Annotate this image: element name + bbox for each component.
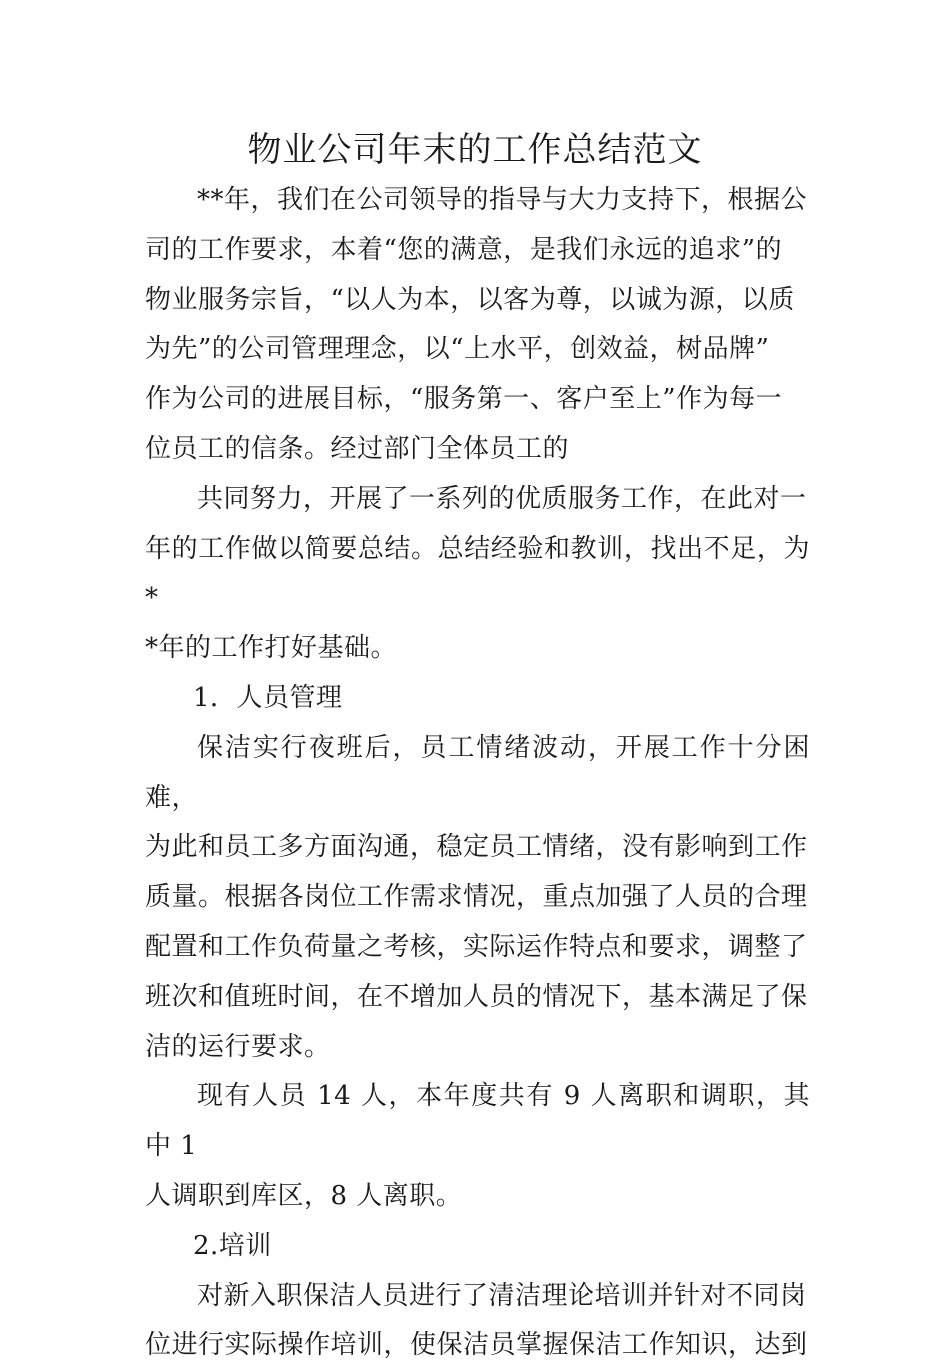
text-line: 年的工作做以简要总结。总结经验和教训，找出不足，为* [145, 533, 810, 614]
text-line: 质量。根据各岗位工作需求情况，重点加强了人员的合理 [145, 882, 808, 913]
text-line: 保洁实行夜班后，员工情绪波动，开展工作十分困难， [145, 732, 810, 813]
document-body [145, 176, 810, 1371]
paragraph-training [145, 1272, 810, 1371]
text-line: 班次和值班时间，在不增加人员的情况下，基本满足了保 [145, 981, 808, 1012]
paragraph-effort [145, 475, 810, 674]
paragraph-headcount [145, 1072, 810, 1221]
text-line: 为先”的公司管理理念，以“上水平，创效益，树品牌” [145, 334, 770, 365]
section-heading-staff [145, 674, 810, 724]
text-line: 位进行实际操作培训，使保洁员掌握保洁工作知识，达到 [145, 1330, 808, 1361]
text-line: 对新入职保洁人员进行了清洁理论培训并针对不同岗 [197, 1280, 807, 1311]
text-line: 作为公司的进展目标，“服务第一、客户至上”作为每一 [145, 384, 783, 415]
text-line: **年，我们在公司领导的指导与大力支持下，根据公 [197, 185, 808, 215]
text-line: *年的工作打好基础。 [145, 633, 398, 664]
document-title: 物业公司年末的工作总结范文 [247, 130, 703, 170]
text-line: 人调职到库区，8 人离职。 [145, 1180, 463, 1211]
paragraph-intro [145, 176, 810, 475]
section-heading-text: 2.培训 [193, 1230, 272, 1261]
text-line: 洁的运行要求。 [145, 1031, 331, 1062]
text-line: 司的工作要求，本着“您的满意，是我们永远的追求”的 [145, 234, 783, 265]
text-line: 为此和员工多方面沟通，稳定员工情绪，没有影响到工作 [145, 832, 808, 863]
text-line: 共同努力，开展了一系列的优质服务工作，在此对一 [197, 483, 807, 514]
paragraph-staff [145, 724, 810, 1073]
text-line: 位员工的信条。经过部门全体员工的 [145, 433, 570, 464]
text-line: 物业服务宗旨，“以人为本，以客为尊，以诚为源，以质 [145, 284, 795, 315]
section-heading-training [145, 1222, 810, 1272]
text-line: 配置和工作负荷量之考核，实际运作特点和要求，调整了 [145, 931, 808, 962]
section-heading-text: 1．人员管理 [193, 682, 343, 713]
text-line: 现有人员 14 人，本年度共有 9 人离职和调职，其中 1 [145, 1081, 810, 1162]
